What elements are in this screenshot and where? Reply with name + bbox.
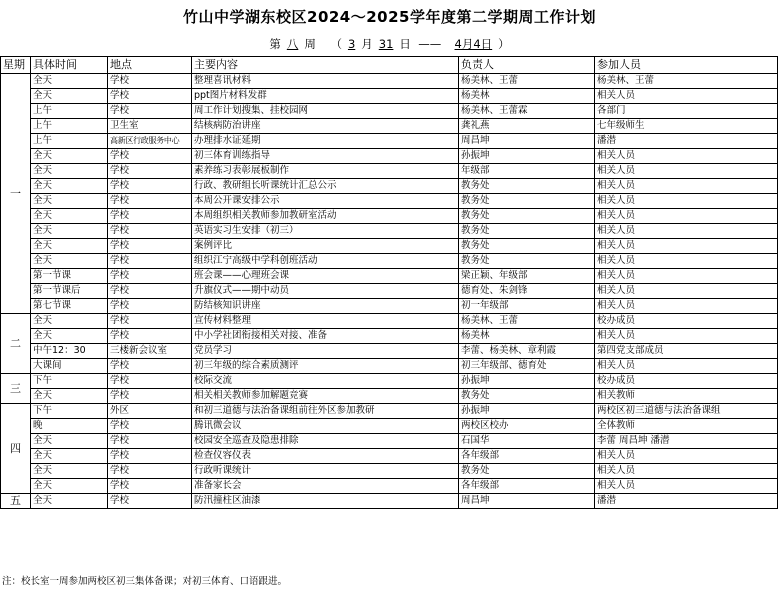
table-row: [1, 494, 778, 509]
content-cell: 行政、教研组长听课统计汇总公示: [192, 179, 459, 194]
content-cell: 初三年级的综合素质测评: [192, 359, 459, 374]
content-cell: 检查仪容仪表: [192, 449, 459, 464]
header-row: [1, 57, 778, 74]
content-cell: 党员学习: [192, 344, 459, 359]
participants-cell: 全体教师: [595, 419, 778, 434]
table-row: [1, 134, 778, 149]
place-cell: 学校: [108, 224, 192, 239]
owner-cell: 杨美林、王蕾霖: [459, 104, 595, 119]
content-cell: 素养练习表彰展板制作: [192, 164, 459, 179]
table-row: [1, 359, 778, 374]
participants-cell: 相关人员: [595, 269, 778, 284]
participants-cell: 相关人员: [595, 239, 778, 254]
participants-cell: 相关教师: [595, 389, 778, 404]
time-cell: 第七节课: [31, 299, 108, 314]
place-cell: 学校: [108, 149, 192, 164]
time-cell: 第一节课后: [31, 284, 108, 299]
table-row: [1, 374, 778, 389]
place-cell: 学校: [108, 419, 192, 434]
range-open: （: [330, 37, 342, 51]
time-cell: 全天: [31, 209, 108, 224]
place-cell: 学校: [108, 194, 192, 209]
owner-cell: 周昌坤: [459, 134, 595, 149]
page-title: 竹山中学湖东校区2024～2025学年度第二学期周工作计划: [183, 8, 596, 26]
content-cell: 整理喜讯材料: [192, 74, 459, 89]
content-cell: 班会课——心理班会课: [192, 269, 459, 284]
content-cell: 本周公开课安排公示: [192, 194, 459, 209]
time-cell: 上午: [31, 104, 108, 119]
place-cell: 高新区行政服务中心: [108, 134, 192, 149]
time-cell: 下午: [31, 404, 108, 419]
start-day: 31: [378, 37, 394, 51]
owner-cell: 杨美林、王蕾: [459, 74, 595, 89]
end-date: 4月4日: [454, 37, 493, 51]
content-cell: 案例评比: [192, 239, 459, 254]
table-row: [1, 314, 778, 329]
content-cell: 升旗仪式——期中动员: [192, 284, 459, 299]
start-month: 3: [347, 37, 356, 51]
participants-cell: 两校区初三道德与法治备课组: [595, 404, 778, 419]
participants-cell: 校办成员: [595, 314, 778, 329]
time-cell: 全天: [31, 254, 108, 269]
content-cell: 和初三道德与法治备课组前往外区参加教研: [192, 404, 459, 419]
table-row: [1, 344, 778, 359]
content-cell: 宣传材料整理: [192, 314, 459, 329]
place-cell: 学校: [108, 464, 192, 479]
owner-cell: 教务处: [459, 209, 595, 224]
owner-cell: 教务处: [459, 194, 595, 209]
time-cell: 全天: [31, 74, 108, 89]
content-cell: ppt图片材料发群: [192, 89, 459, 104]
participants-cell: 相关人员: [595, 224, 778, 239]
participants-cell: 相关人员: [595, 89, 778, 104]
place-cell: 学校: [108, 239, 192, 254]
participants-cell: 杨美林、王蕾: [595, 74, 778, 89]
participants-cell: 各部门: [595, 104, 778, 119]
owner-cell: 孙振坤: [459, 149, 595, 164]
week-range: [0, 36, 779, 52]
time-cell: 第一节课: [31, 269, 108, 284]
participants-cell: 相关人员: [595, 164, 778, 179]
place-cell: 学校: [108, 89, 192, 104]
place-cell: 学校: [108, 329, 192, 344]
time-cell: 全天: [31, 89, 108, 104]
time-cell: 全天: [31, 389, 108, 404]
header-place: 地点: [108, 57, 192, 74]
time-cell: 全天: [31, 179, 108, 194]
table-row: [1, 209, 778, 224]
participants-cell: 相关人员: [595, 194, 778, 209]
owner-cell: 各年级部: [459, 479, 595, 494]
weekday-cell: 二: [1, 314, 31, 374]
table-row: [1, 449, 778, 464]
owner-cell: 初三年级部、德育处: [459, 359, 595, 374]
table-row: [1, 239, 778, 254]
time-cell: 全天: [31, 494, 108, 509]
participants-cell: 七年级师生: [595, 119, 778, 134]
table-row: [1, 119, 778, 134]
participants-cell: 相关人员: [595, 149, 778, 164]
owner-cell: 教务处: [459, 389, 595, 404]
table-row: [1, 464, 778, 479]
owner-cell: 梁正颖、年级部: [459, 269, 595, 284]
owner-cell: 杨美林: [459, 89, 595, 104]
range-dash: ——: [418, 37, 442, 51]
time-cell: 全天: [31, 314, 108, 329]
place-cell: 学校: [108, 314, 192, 329]
participants-cell: 相关人员: [595, 284, 778, 299]
place-cell: 学校: [108, 299, 192, 314]
owner-cell: 周昌坤: [459, 494, 595, 509]
table-row: [1, 104, 778, 119]
content-cell: 中小学社团衔接相关对接、准备: [192, 329, 459, 344]
table-row: [1, 329, 778, 344]
participants-cell: 第四党支部成员: [595, 344, 778, 359]
content-cell: 校际交流: [192, 374, 459, 389]
place-cell: 学校: [108, 209, 192, 224]
time-cell: 大课间: [31, 359, 108, 374]
time-cell: 全天: [31, 149, 108, 164]
header-owner: 负责人: [459, 57, 595, 74]
content-cell: 准备家长会: [192, 479, 459, 494]
participants-cell: 相关人员: [595, 299, 778, 314]
table-row: [1, 194, 778, 209]
content-cell: 办理排水证延期: [192, 134, 459, 149]
footnote: 注：校长室一周参加两校区初三集体备课；对初三体育、口语跟进。: [2, 576, 288, 587]
owner-cell: 杨美林: [459, 329, 595, 344]
participants-cell: 相关人员: [595, 359, 778, 374]
time-cell: 全天: [31, 239, 108, 254]
table-row: [1, 164, 778, 179]
participants-cell: 潘潜: [595, 134, 778, 149]
weekday-cell: 四: [1, 404, 31, 494]
owner-cell: 两校区校办: [459, 419, 595, 434]
content-cell: 结核病防治讲座: [192, 119, 459, 134]
week-number: 八: [286, 37, 299, 51]
place-cell: 学校: [108, 104, 192, 119]
place-cell: 学校: [108, 449, 192, 464]
time-cell: 全天: [31, 464, 108, 479]
participants-cell: 相关人员: [595, 464, 778, 479]
weekday-cell: 三: [1, 374, 31, 404]
place-cell: 学校: [108, 284, 192, 299]
owner-cell: 孙振坤: [459, 404, 595, 419]
owner-cell: 年级部: [459, 164, 595, 179]
owner-cell: 教务处: [459, 254, 595, 269]
table-row: [1, 284, 778, 299]
owner-cell: 教务处: [459, 179, 595, 194]
header-day: 星期: [1, 57, 31, 74]
schedule-body: [1, 74, 778, 509]
weekday-cell: 一: [1, 74, 31, 314]
time-cell: 全天: [31, 194, 108, 209]
time-cell: 全天: [31, 329, 108, 344]
place-cell: 学校: [108, 359, 192, 374]
table-row: [1, 479, 778, 494]
content-cell: 初三体育训练指导: [192, 149, 459, 164]
content-cell: 腾讯微会议: [192, 419, 459, 434]
table-row: [1, 269, 778, 284]
header-participants: 参加人员: [595, 57, 778, 74]
place-cell: 学校: [108, 374, 192, 389]
week-suffix: 周: [304, 37, 316, 51]
table-row: [1, 299, 778, 314]
owner-cell: 杨美林、王蕾: [459, 314, 595, 329]
table-row: [1, 254, 778, 269]
table-row: [1, 74, 778, 89]
day-label: 日: [399, 37, 411, 51]
participants-cell: 相关人员: [595, 209, 778, 224]
place-cell: 学校: [108, 164, 192, 179]
place-cell: 学校: [108, 74, 192, 89]
owner-cell: 教务处: [459, 239, 595, 254]
time-cell: 全天: [31, 449, 108, 464]
content-cell: 防结核知识讲座: [192, 299, 459, 314]
participants-cell: 相关人员: [595, 449, 778, 464]
table-row: [1, 389, 778, 404]
participants-cell: 校办成员: [595, 374, 778, 389]
table-row: [1, 224, 778, 239]
owner-cell: 李蕾、杨美林、章利霞: [459, 344, 595, 359]
table-row: [1, 89, 778, 104]
content-cell: 相关相关教师参加解题竞赛: [192, 389, 459, 404]
owner-cell: 石国华: [459, 434, 595, 449]
place-cell: 学校: [108, 494, 192, 509]
place-cell: 外区: [108, 404, 192, 419]
time-cell: 下午: [31, 374, 108, 389]
month-label: 月: [361, 37, 373, 51]
owner-cell: 教务处: [459, 464, 595, 479]
time-cell: 全天: [31, 224, 108, 239]
place-cell: 学校: [108, 434, 192, 449]
participants-cell: 相关人员: [595, 254, 778, 269]
time-cell: 中午12：30: [31, 344, 108, 359]
participants-cell: 李蕾 周昌坤 潘潜: [595, 434, 778, 449]
header-time: 具体时间: [31, 57, 108, 74]
table-row: [1, 179, 778, 194]
participants-cell: 相关人员: [595, 329, 778, 344]
owner-cell: 德育处、朱剑锋: [459, 284, 595, 299]
place-cell: 卫生室: [108, 119, 192, 134]
owner-cell: 初一年级部: [459, 299, 595, 314]
participants-cell: 相关人员: [595, 479, 778, 494]
content-cell: 校园安全巡查及隐患排除: [192, 434, 459, 449]
place-cell: 学校: [108, 179, 192, 194]
content-cell: 防汛撞柱区油漆: [192, 494, 459, 509]
owner-cell: 龚礼燕: [459, 119, 595, 134]
content-cell: 行政听课统计: [192, 464, 459, 479]
content-cell: 周工作计划搜集、挂校园网: [192, 104, 459, 119]
participants-cell: 相关人员: [595, 179, 778, 194]
participants-cell: 潘潜: [595, 494, 778, 509]
place-cell: 三楼新会议室: [108, 344, 192, 359]
place-cell: 学校: [108, 269, 192, 284]
table-row: [1, 419, 778, 434]
place-cell: 学校: [108, 254, 192, 269]
time-cell: 全天: [31, 164, 108, 179]
content-cell: 组织江宁高级中学科创班活动: [192, 254, 459, 269]
header-content: 主要内容: [192, 57, 459, 74]
time-cell: 上午: [31, 134, 108, 149]
owner-cell: 孙振坤: [459, 374, 595, 389]
content-cell: 本周组织相关教师参加教研室活动: [192, 209, 459, 224]
owner-cell: 教务处: [459, 224, 595, 239]
table-row: [1, 404, 778, 419]
place-cell: 学校: [108, 479, 192, 494]
time-cell: 上午: [31, 119, 108, 134]
place-cell: 学校: [108, 389, 192, 404]
time-cell: 全天: [31, 434, 108, 449]
content-cell: 英语实习生安排（初三）: [192, 224, 459, 239]
table-row: [1, 434, 778, 449]
weekday-cell: 五: [1, 494, 31, 509]
time-cell: 晚: [31, 419, 108, 434]
owner-cell: 各年级部: [459, 449, 595, 464]
range-close: ）: [498, 37, 510, 51]
table-row: [1, 149, 778, 164]
time-cell: 全天: [31, 479, 108, 494]
schedule-table: [0, 56, 778, 509]
week-prefix: 第: [269, 37, 281, 51]
